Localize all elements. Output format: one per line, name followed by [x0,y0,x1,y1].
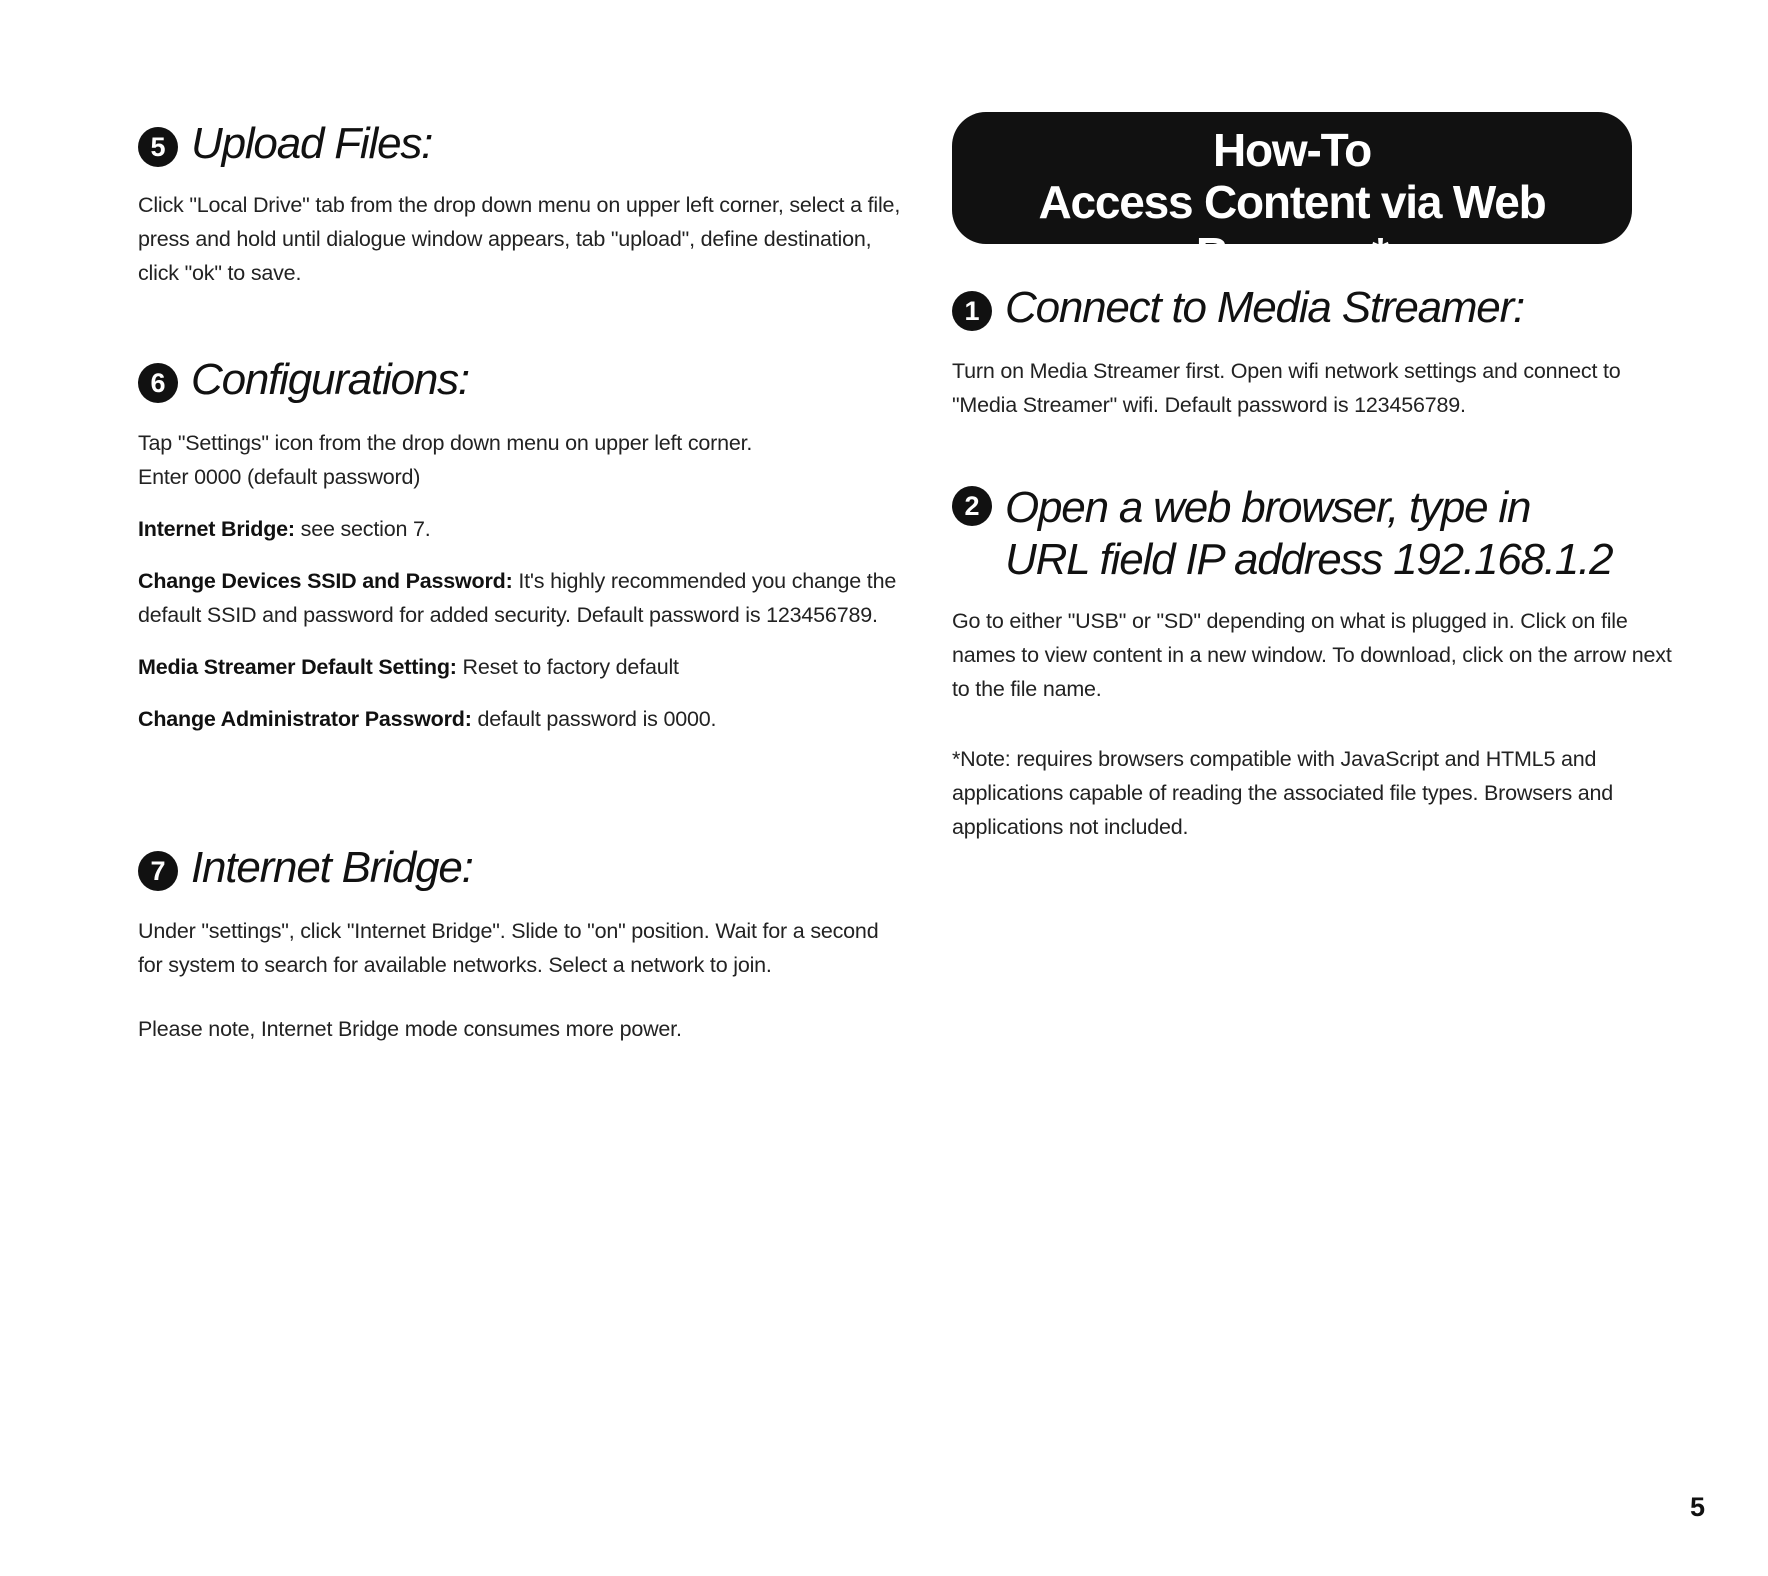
config-item-text: Reset to factory default [456,655,679,679]
section-internet-bridge [138,842,908,1046]
config-item-default-setting [138,650,908,684]
section-upload-files [138,118,908,290]
step-number-badge: 5 [138,127,178,167]
banner-line-2: Access Content via Web Browser* [1038,176,1546,280]
section-title: Connect to Media Streamer: [1005,283,1525,332]
config-item-label: Media Streamer Default Setting: [138,655,457,679]
section-title: Configurations: [191,355,469,404]
section-title: Internet Bridge: [191,843,473,892]
section-title-line-1: Open a web browser, type in [1005,483,1531,532]
config-item-text: default password is 0000. [471,707,717,731]
step-number-badge: 2 [952,486,992,526]
config-item-change-ssid [138,564,908,632]
section-body: Under "settings", click "Internet Bridge". Slide to "on" position. Wait for a second for system to search for available networks. Select a network to join. [138,919,879,977]
how-to-banner [952,112,1632,280]
section-connect [952,282,1672,422]
section-header [952,482,1672,586]
config-item-label: Internet Bridge: [138,517,295,541]
config-intro-line-2: Enter 0000 (default password) [138,465,421,489]
step-number-badge: 1 [952,291,992,331]
banner-line-1: How-To [1212,124,1371,176]
section-header [138,118,908,170]
section-title-line-2: URL field IP address 192.168.1.2 [1005,535,1613,584]
step-number-badge: 6 [138,363,178,403]
section-header [952,282,1672,334]
config-item-admin-password [138,702,908,736]
power-note: Please note, Internet Bridge mode consumes more power. [138,1017,682,1041]
config-item-text: It's highly recommended you change the default SSID and password for added security. Default password is 123456789. [138,569,897,627]
config-item-label: Change Administrator Password: [138,707,472,731]
section-body: Turn on Media Streamer first. Open wifi network settings and connect to "Media Streamer" wifi. Default password is 123456789. [952,359,1621,417]
config-item-internet-bridge [138,512,908,546]
section-body: Go to either "USB" or "SD" depending on what is plugged in. Click on file names to view content in a new window. To download, click on the arrow next to the file name. [952,609,1672,701]
section-open-browser [952,482,1672,844]
section-header [138,354,908,406]
config-intro [138,426,908,494]
section-header [138,842,908,894]
section-configurations [138,354,908,736]
section-body: Click "Local Drive" tab from the drop down menu on upper left corner, select a file, press and hold until dialogue window appears, tab "upload", define destination, click "ok" to save. [138,193,901,285]
config-item-label: Change Devices SSID and Password: [138,569,513,593]
step-number-badge: 7 [138,851,178,891]
config-intro-line-1: Tap "Settings" icon from the drop down menu on upper left corner. [138,431,753,455]
config-item-text: see section 7. [294,517,431,541]
section-title: Upload Files: [191,119,433,168]
section-title [1005,482,1612,586]
page-number: 5 [1690,1492,1706,1522]
compatibility-note: *Note: requires browsers compatible with JavaScript and HTML5 and applications capable of reading the associated file types. Browsers and applications not included. [952,747,1614,839]
